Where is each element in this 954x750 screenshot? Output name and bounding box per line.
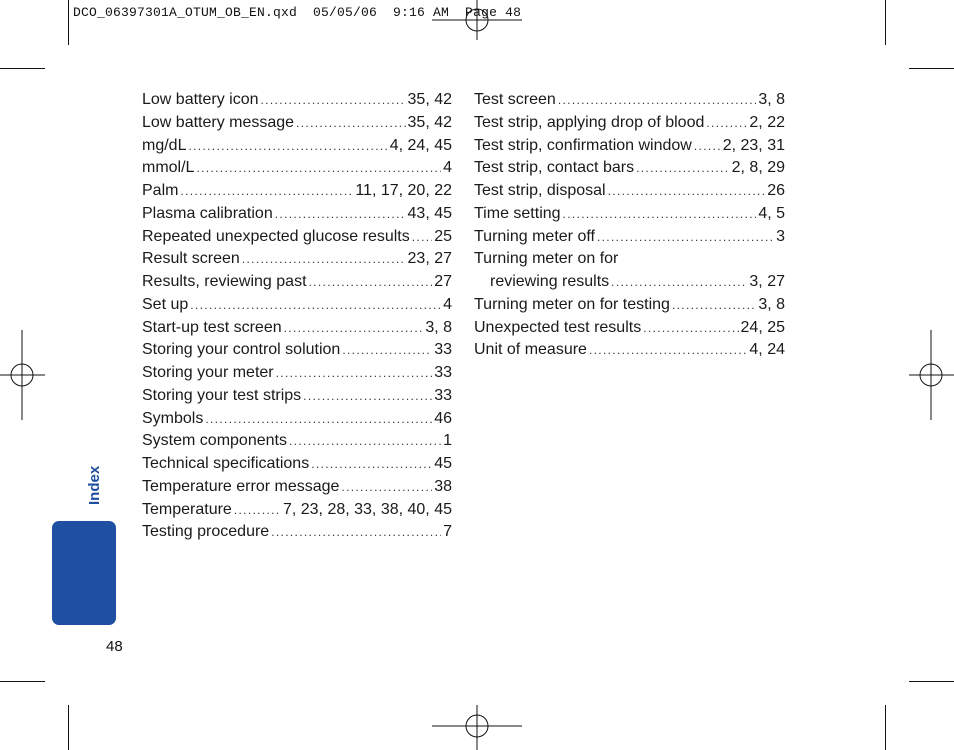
index-pages: 7, 23, 28, 33, 38, 40, 45 (282, 500, 452, 518)
index-entry (474, 317, 785, 340)
crop-mark (68, 0, 69, 45)
index-pages: 27 (434, 273, 452, 290)
index-entry (474, 203, 785, 226)
dot-leader (643, 317, 738, 340)
dot-leader (558, 89, 757, 112)
dot-leader (196, 157, 441, 180)
index-pages: 4 (443, 295, 452, 313)
index-pages: 3, 8 (758, 91, 785, 108)
index-pages: 3 (776, 227, 785, 245)
dot-leader (284, 317, 424, 340)
index-term: Unit of measure (474, 341, 587, 359)
dot-leader (706, 112, 747, 135)
index-pages: 4, 24 (749, 341, 785, 359)
index-entry (474, 339, 785, 362)
dot-leader (309, 271, 433, 294)
index-pages: 2, 8, 29 (731, 159, 785, 177)
index-pages: 25 (434, 227, 452, 245)
index-term: Temperature error message (142, 477, 340, 495)
crop-mark (0, 681, 45, 682)
index-entry (142, 294, 452, 317)
index-term: reviewing results (490, 273, 610, 290)
registration-mark-right (909, 330, 954, 420)
index-left-column (142, 89, 452, 544)
index-entry (142, 362, 452, 385)
index-entry (474, 112, 785, 135)
crop-mark (885, 705, 886, 750)
index-entry (142, 499, 452, 522)
file-slug: DCO_06397301A_OTUM_OB_EN.qxd 05/05/06 9:16 AM Page 48 (73, 5, 522, 20)
crop-mark (885, 0, 886, 45)
index-pages: 33 (434, 364, 452, 381)
index-term: mg/dL (142, 136, 187, 154)
index-pages: 4 (443, 159, 452, 177)
index-entry (142, 89, 452, 112)
index-term: Test strip, applying drop of blood (474, 113, 705, 131)
index-term: System components (142, 432, 287, 450)
index-pages: 7 (443, 523, 452, 541)
registration-mark-bottom (432, 705, 522, 750)
index-pages: 4, 24, 45 (389, 136, 452, 154)
index-entry (142, 339, 452, 362)
dot-leader (276, 362, 433, 385)
index-term: Temperature (142, 500, 232, 518)
index-term: Turning meter off (474, 227, 595, 245)
index-term: Storing your control solution (142, 341, 341, 359)
index-entry (142, 180, 452, 203)
index-pages: 2, 22 (749, 113, 785, 131)
crop-mark (0, 68, 45, 69)
index-entry (474, 89, 785, 112)
index-term: Plasma calibration (142, 204, 273, 222)
dot-leader (672, 294, 756, 317)
index-pages: 33 (434, 386, 452, 404)
index-pages: 11, 17, 20, 22 (355, 182, 452, 199)
index-term: Storing your test strips (142, 386, 302, 404)
index-pages: 26 (767, 182, 785, 199)
crop-mark (909, 68, 954, 69)
index-pages: 4, 5 (758, 204, 785, 222)
dot-leader (608, 180, 766, 203)
index-pages: 33 (434, 341, 452, 359)
index-tab-label: Index (86, 465, 103, 505)
index-term: Turning meter on for testing (474, 295, 670, 313)
index-term: Turning meter on for (474, 250, 619, 268)
index-pages: 24, 25 (740, 318, 785, 336)
index-entry (142, 271, 452, 294)
dot-leader (611, 271, 747, 294)
dot-leader (597, 226, 774, 249)
dot-leader (271, 521, 441, 544)
index-entry (474, 226, 785, 249)
index-pages: 45 (434, 455, 452, 472)
dot-leader (180, 180, 353, 203)
dot-leader (190, 294, 441, 317)
dot-leader (412, 226, 432, 249)
index-pages: 46 (434, 409, 452, 427)
index-pages: 3, 8 (425, 318, 452, 336)
dot-leader (341, 476, 432, 499)
dot-leader (289, 430, 441, 453)
index-pages: 23, 27 (407, 250, 452, 268)
dot-leader (234, 499, 281, 522)
dot-leader (636, 157, 730, 180)
dot-leader (303, 385, 432, 408)
index-term: Test strip, contact bars (474, 159, 635, 177)
index-term: Result screen (142, 250, 240, 268)
index-section-tab (52, 521, 116, 625)
index-pages: 2, 23, 31 (722, 136, 785, 154)
dot-leader (694, 135, 721, 158)
dot-leader (275, 203, 406, 226)
index-entry (142, 226, 452, 249)
index-term: mmol/L (142, 159, 195, 177)
index-term: Results, reviewing past (142, 273, 307, 290)
index-entry (142, 430, 452, 453)
index-entry (142, 112, 452, 135)
registration-mark-top (432, 0, 522, 40)
registration-mark-left (0, 330, 45, 420)
index-term: Start-up test screen (142, 318, 282, 336)
index-term: Unexpected test results (474, 318, 642, 336)
index-pages: 38 (434, 477, 452, 495)
index-term: Set up (142, 295, 189, 313)
page-number: 48 (106, 638, 123, 655)
index-entry (142, 408, 452, 431)
index-term: Low battery message (142, 113, 295, 131)
index-entry (142, 203, 452, 226)
dot-leader (242, 248, 406, 271)
index-term: Testing procedure (142, 523, 270, 541)
index-entry (474, 271, 785, 294)
index-entry (142, 157, 452, 180)
dot-leader (563, 203, 757, 226)
index-term: Technical specifications (142, 455, 310, 472)
index-pages: 35, 42 (407, 91, 452, 108)
index-term: Test strip, confirmation window (474, 136, 692, 154)
crop-mark (909, 681, 954, 682)
crop-mark (68, 705, 69, 750)
dot-leader (188, 135, 387, 158)
index-entry (474, 294, 785, 317)
index-entry (142, 521, 452, 544)
index-term: Repeated unexpected glucose results (142, 227, 410, 245)
index-term: Symbols (142, 409, 204, 427)
index-term: Storing your meter (142, 364, 274, 381)
index-term: Time setting (474, 204, 561, 222)
dot-leader (342, 339, 432, 362)
index-term: Test strip, disposal (474, 182, 606, 199)
index-term: Low battery icon (142, 91, 259, 108)
index-entry (142, 317, 452, 340)
index-entry (474, 180, 785, 203)
dot-leader (205, 408, 432, 431)
index-pages: 3, 27 (749, 273, 785, 290)
index-entry (474, 157, 785, 180)
index-entry (474, 135, 785, 158)
index-entry (142, 453, 452, 476)
index-pages: 1 (443, 432, 452, 450)
index-pages: 35, 42 (407, 113, 452, 131)
dot-leader (311, 453, 432, 476)
dot-leader (589, 339, 747, 362)
index-pages: 43, 45 (407, 204, 452, 222)
dot-leader (296, 112, 405, 135)
index-entry (142, 385, 452, 408)
index-term: Test screen (474, 91, 556, 108)
index-entry (474, 248, 785, 271)
index-term: Palm (142, 182, 179, 199)
index-entry (142, 476, 452, 499)
index-entry (142, 135, 452, 158)
dot-leader (261, 89, 406, 112)
index-right-column (474, 89, 785, 362)
index-entry (142, 248, 452, 271)
index-pages: 3, 8 (758, 295, 785, 313)
